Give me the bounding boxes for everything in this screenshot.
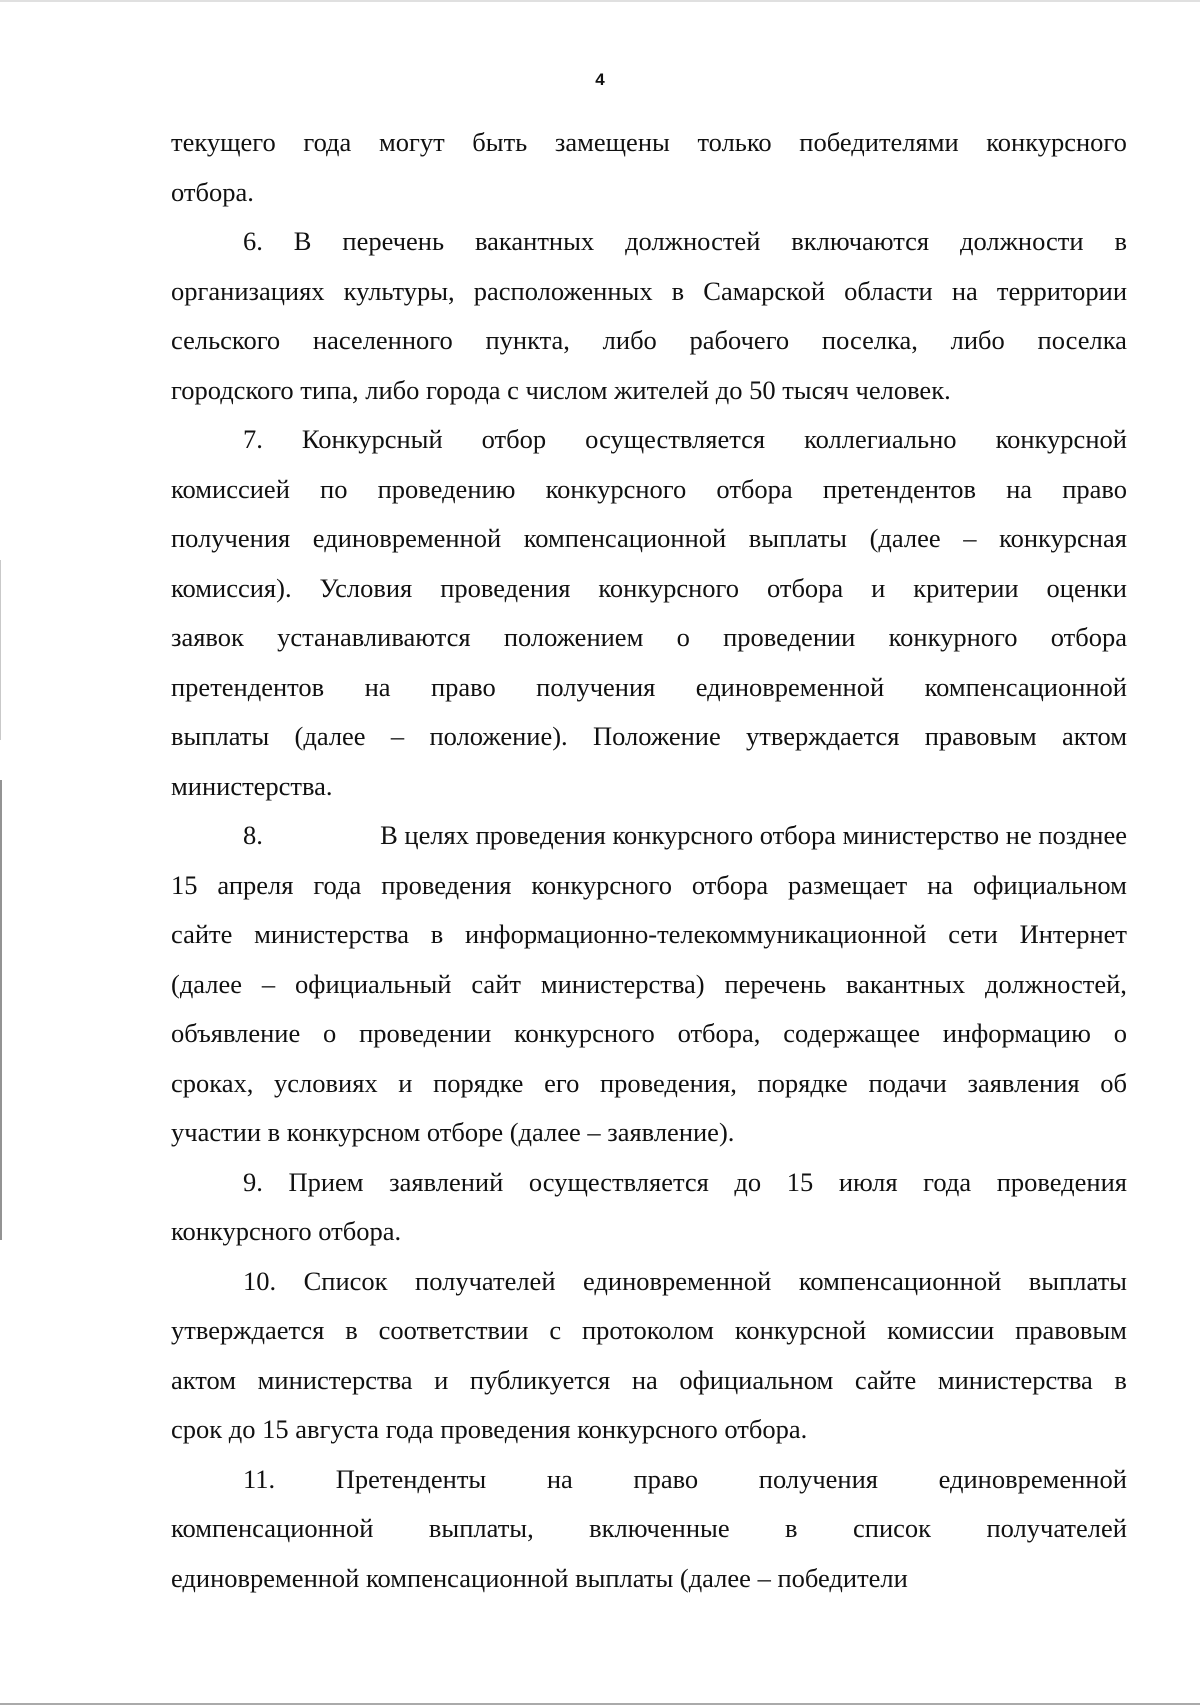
text-line [171, 1405, 1127, 1455]
scan-edge-top [0, 0, 1200, 2]
word: – [390, 721, 405, 751]
text-line [171, 663, 1127, 713]
word: министерства. [171, 770, 333, 801]
word: и [434, 1364, 449, 1395]
text-line [171, 861, 1127, 911]
word: в [430, 919, 444, 949]
word: территории [996, 275, 1127, 306]
word: о [1113, 1018, 1127, 1048]
word: его [544, 1067, 580, 1098]
word: организациях [171, 275, 325, 306]
text-line [171, 1455, 1127, 1505]
text-line [171, 316, 1127, 366]
text-line [171, 1108, 1127, 1158]
word: утверждается [171, 1315, 325, 1345]
word: отбора [716, 473, 793, 504]
word: информацию [942, 1018, 1091, 1048]
paragraph [171, 1158, 1127, 1257]
word: на [951, 275, 978, 306]
word: Претенденты [335, 1463, 487, 1494]
word: конкурсной [995, 424, 1127, 454]
word: конкурсная [999, 523, 1127, 553]
word: актом [1061, 721, 1127, 751]
word: объявление [171, 1018, 301, 1048]
text-line [171, 168, 1127, 218]
word: сроках, [171, 1067, 254, 1098]
word: апреля [217, 869, 294, 900]
word: компенсационной [171, 1513, 374, 1543]
word: быть [472, 127, 528, 157]
word: включенные [589, 1513, 730, 1543]
word: с [549, 1315, 562, 1345]
word: перечень [342, 226, 445, 256]
word: единовременной [312, 523, 502, 553]
word: список [853, 1513, 932, 1543]
word: по [320, 473, 348, 504]
text-line [171, 1356, 1127, 1406]
text-line [171, 267, 1127, 317]
word: актом [171, 1364, 237, 1395]
text-line [171, 1009, 1127, 1059]
word: – [963, 523, 977, 553]
text-line [171, 1207, 1127, 1257]
word: области [844, 275, 933, 306]
word: победителями [799, 127, 959, 157]
word: победители [777, 1562, 908, 1593]
word: единовременной [695, 671, 885, 702]
word: порядке [757, 1067, 848, 1098]
word: Условия [319, 572, 413, 603]
text-line [171, 613, 1127, 663]
word: в [1114, 1364, 1127, 1395]
word: культуры, [343, 275, 455, 306]
word: должностей, [985, 968, 1127, 999]
word: комиссия). [171, 572, 292, 603]
word: получения [171, 523, 291, 553]
word: в [345, 1315, 358, 1345]
text-line [171, 366, 1127, 416]
word: 15 [171, 869, 198, 900]
word: должностей [625, 226, 761, 256]
word: министерства [254, 919, 410, 949]
word: проведения [381, 869, 512, 900]
word: претендентов [171, 671, 325, 702]
text-line [171, 1059, 1127, 1109]
text-line [171, 415, 1127, 465]
word: получения [758, 1463, 878, 1494]
word: на [546, 1463, 573, 1494]
word: населенного [312, 325, 453, 355]
word: конкурсного отбора. [171, 1216, 402, 1246]
word: года [923, 1166, 972, 1197]
word: сети [948, 919, 998, 949]
word: вакантных [474, 226, 595, 256]
word: текущего [171, 127, 276, 157]
word: замещены [554, 127, 670, 157]
word: участии в конкурсном отборе (далее – заявление). [171, 1117, 735, 1147]
word: подачи [868, 1067, 947, 1098]
word: заявления [967, 1067, 1080, 1098]
word: рабочего [689, 325, 790, 355]
word: года [313, 869, 362, 900]
word: в [671, 275, 685, 306]
word: (далее [679, 1562, 751, 1593]
word: поселка [1037, 325, 1127, 355]
text-line [171, 1257, 1127, 1307]
word: должности [960, 226, 1084, 256]
word: выплаты [748, 523, 847, 553]
word: право [430, 671, 496, 702]
word: положение). [429, 721, 568, 751]
scan-edge-left-faint [0, 560, 1, 740]
document-body [171, 118, 1127, 1603]
word: проведению [377, 473, 516, 504]
word: отбора, [677, 1018, 761, 1048]
word: конкурсного [598, 572, 740, 603]
word: конкурсного [545, 473, 687, 504]
word: на [1006, 473, 1033, 504]
word: выплаты [171, 721, 270, 751]
word: о [676, 622, 690, 652]
word: выплаты [575, 1562, 674, 1593]
word: в [785, 1513, 798, 1543]
word: положением [503, 622, 644, 652]
word: 8. [243, 820, 263, 850]
word: конкурсной [734, 1315, 867, 1345]
word: выплаты [1028, 1265, 1127, 1296]
word: Положение [593, 721, 721, 751]
word: (далее [294, 721, 366, 751]
word: В целях проведения конкурсного отбора министерство не позднее [380, 820, 1127, 850]
word: заявок [171, 622, 244, 652]
word: право [1062, 473, 1127, 504]
word: и [871, 572, 886, 603]
word: сайт [471, 968, 521, 999]
word: информационно-телекоммуникационной [465, 919, 927, 949]
word: конкурсного [531, 869, 672, 900]
word: 9. [243, 1166, 263, 1197]
word: официальном [679, 1364, 834, 1395]
word: либо [602, 325, 657, 355]
word: Самарской [703, 275, 826, 306]
word: Прием [288, 1166, 364, 1197]
word: претендентов [822, 473, 976, 504]
word: протоколом [581, 1315, 714, 1345]
word: либо [950, 325, 1005, 355]
word: сельского [171, 325, 281, 355]
text-line [171, 1504, 1127, 1554]
word: в [1114, 226, 1127, 256]
text-line [171, 1306, 1127, 1356]
page-number: 4 [595, 70, 605, 89]
word: проведении [723, 622, 856, 652]
text-line [171, 712, 1127, 762]
word: конкурсного [514, 1018, 655, 1048]
word: июля [838, 1166, 898, 1197]
word: о [323, 1018, 337, 1048]
word: и [398, 1067, 413, 1098]
word: единовременной [938, 1463, 1127, 1494]
word: размещает [788, 869, 908, 900]
word: включаются [791, 226, 930, 256]
paragraph [171, 811, 1127, 1158]
paragraph [171, 415, 1127, 811]
word: на [364, 671, 391, 702]
word: поселка, [821, 325, 918, 355]
paragraph [171, 1455, 1127, 1604]
word: получателей [415, 1265, 556, 1296]
word: городского типа, либо города с числом жителей до 50 тысяч человек. [171, 374, 951, 405]
word: проведения [440, 572, 571, 603]
word: только [697, 127, 772, 157]
word: проведения, [599, 1067, 737, 1098]
word: компенсационной [798, 1265, 1002, 1296]
word: условиях [274, 1067, 378, 1098]
text-line [171, 762, 1127, 812]
word: на [927, 869, 954, 900]
word: пункта, [485, 325, 570, 355]
text-line [171, 910, 1127, 960]
paragraph [171, 118, 1127, 217]
text-line [171, 514, 1127, 564]
word: осуществляется [585, 424, 766, 454]
text-line [171, 564, 1127, 614]
word: утверждается [746, 721, 900, 751]
word: Список [303, 1265, 388, 1296]
scan-edge-bottom [0, 1703, 1200, 1705]
word: устанавливаются [277, 622, 471, 652]
word: могут [378, 127, 445, 157]
word: комиссии [887, 1315, 995, 1345]
word: 11. [243, 1463, 276, 1494]
word: получения [536, 671, 656, 702]
text-line [171, 811, 1127, 861]
word: (далее [171, 968, 243, 999]
word: до [734, 1166, 762, 1197]
word: проведения [996, 1166, 1127, 1197]
word: 15 [786, 1166, 814, 1197]
word: расположенных [473, 275, 653, 306]
word: компенсационной [523, 523, 727, 553]
word: отбора [691, 869, 769, 900]
word: срок до 15 августа года проведения конкурсного отбора. [171, 1414, 808, 1444]
word: – [261, 968, 276, 999]
text-line [171, 118, 1127, 168]
word: на [631, 1364, 658, 1395]
word: об [1100, 1067, 1127, 1098]
word: компенсационной [924, 671, 1127, 702]
text-line [171, 1158, 1127, 1208]
word: 7. [243, 424, 263, 454]
word: конкурсного [986, 127, 1127, 157]
text-line [171, 1554, 1127, 1604]
word: соответствии [378, 1315, 529, 1345]
word: года [303, 127, 352, 157]
word: публикуется [469, 1364, 611, 1395]
word: вакантных [845, 968, 966, 999]
word: (далее [869, 523, 941, 553]
word: сайте [171, 919, 233, 949]
text-line [171, 217, 1127, 267]
word: единовременной [583, 1265, 772, 1296]
word: заявлений [389, 1166, 504, 1197]
word: оценки [1046, 572, 1127, 603]
word: получателей [986, 1513, 1127, 1543]
word: отбора [766, 572, 844, 603]
paragraph [171, 1257, 1127, 1455]
word: правовым [1015, 1315, 1127, 1345]
text-line [171, 465, 1127, 515]
word: комиссией [171, 473, 290, 504]
paragraph [171, 217, 1127, 415]
word: порядке [433, 1067, 524, 1098]
word: перечень [724, 968, 827, 999]
scan-edge-left [0, 780, 2, 1240]
word: отбора [1050, 622, 1127, 652]
word: коллегиально [804, 424, 957, 454]
word: критерии [913, 572, 1019, 603]
word: Конкурсный [301, 424, 443, 454]
word: официальном [972, 869, 1127, 900]
word: 10. [243, 1265, 277, 1296]
word: официальный [295, 968, 452, 999]
word: министерства [257, 1364, 413, 1395]
word: конкурного [888, 622, 1018, 652]
word: единовременной [171, 1562, 360, 1593]
word: министерства) [540, 968, 705, 999]
word: выплаты, [428, 1513, 534, 1543]
word: отбора. [171, 176, 254, 207]
word: правовым [924, 721, 1037, 751]
word: Интернет [1019, 919, 1127, 949]
word: – [757, 1562, 771, 1593]
text-line [171, 960, 1127, 1010]
word: отбор [481, 424, 547, 454]
word: министерства [937, 1364, 1093, 1395]
word: проведении [359, 1018, 492, 1048]
word: право [633, 1463, 699, 1494]
word: 6. [243, 226, 263, 256]
word: осуществляется [528, 1166, 709, 1197]
word: компенсационной [366, 1562, 569, 1593]
word: В [293, 226, 312, 256]
word: содержащее [783, 1018, 920, 1048]
word: сайте [854, 1364, 917, 1395]
